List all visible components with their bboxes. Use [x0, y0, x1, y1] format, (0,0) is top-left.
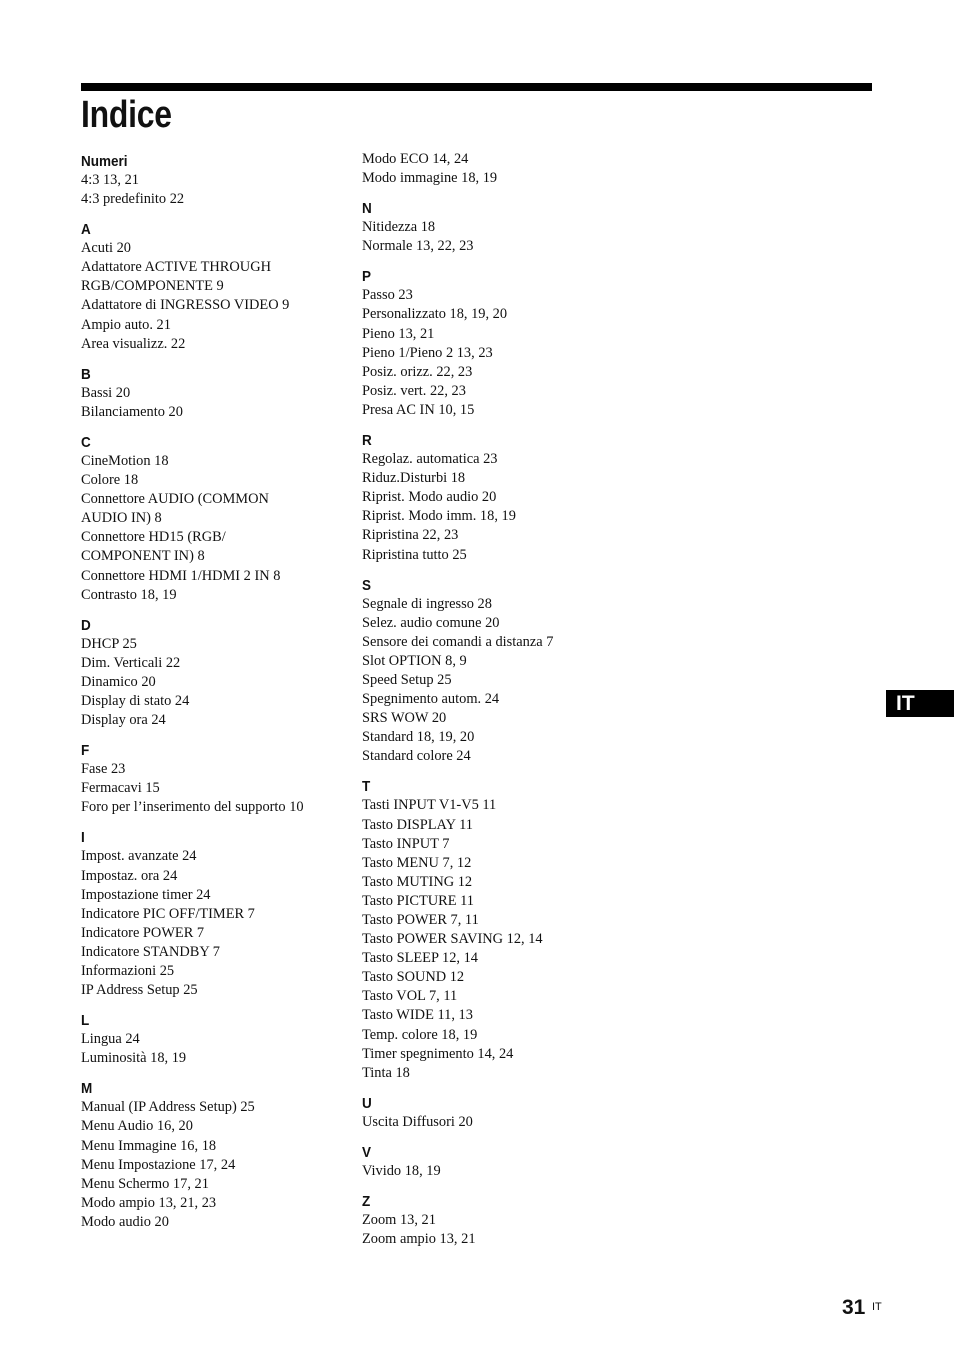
index-entry: Modo audio 20 — [81, 1213, 169, 1230]
index-section — [81, 616, 341, 730]
index-entry: Selez. audio comune 20 — [362, 614, 500, 631]
index-entry: Manual (IP Address Setup) 25 — [81, 1099, 255, 1116]
index-entry: Indicatore STANDBY 7 — [81, 943, 220, 960]
index-entry: Connettore AUDIO (COMMON AUDIO IN) 8 — [81, 491, 269, 527]
index-entry: Tasto MENU 7, 12 — [362, 854, 472, 871]
index-entry: Display ora 24 — [81, 712, 166, 729]
section-heading: D — [81, 616, 91, 634]
index-entry: Dim. Verticali 22 — [81, 654, 181, 671]
index-entry: Temp. colore 18, 19 — [362, 1026, 478, 1043]
index-entry: Tasto POWER 7, 11 — [362, 912, 479, 928]
index-entry: DHCP 25 — [81, 635, 137, 652]
index-entry: Menu Impostazione 17, 24 — [81, 1156, 236, 1173]
index-section — [362, 1094, 622, 1132]
index-entry: Uscita Diffusori 20 — [362, 1113, 473, 1130]
index-entry: Impost. avanzate 24 — [81, 848, 197, 865]
index-entry: Tasto INPUT 7 — [362, 835, 450, 852]
index-entry: Tasto PICTURE 11 — [362, 892, 474, 909]
index-section — [362, 199, 622, 256]
index-entry: Timer spegnimento 14, 24 — [362, 1045, 514, 1062]
index-entry: Modo ampio 13, 21, 23 — [81, 1194, 217, 1211]
index-section — [81, 828, 341, 1000]
index-entry: Bilanciamento 20 — [81, 403, 183, 420]
index-entry: Menu Schermo 17, 21 — [81, 1175, 209, 1192]
index-entry: Zoom 13, 21 — [362, 1212, 436, 1229]
index-entry: Pieno 1/Pieno 2 13, 23 — [362, 344, 493, 361]
index-entry: Posiz. vert. 22, 23 — [362, 382, 466, 399]
index-entry: Fase 23 — [81, 761, 126, 778]
index-entry: Ripristina tutto 25 — [362, 546, 467, 563]
section-heading: U — [362, 1094, 372, 1112]
section-heading: P — [362, 268, 372, 286]
index-entry: Riduz.Disturbi 18 — [362, 470, 466, 487]
index-entry: Connettore HDMI 1/HDMI 2 IN 8 — [81, 567, 281, 584]
index-entry: Modo immagine 18, 19 — [362, 170, 498, 187]
index-section — [81, 365, 341, 422]
index-entry: Luminosità 18, 19 — [81, 1050, 187, 1067]
index-entry: Sensore dei comandi a distanza 7 — [362, 633, 554, 650]
index-entry: Vivido 18, 19 — [362, 1162, 441, 1179]
index-entry: Standard colore 24 — [362, 748, 471, 765]
index-entry: Ampio auto. 21 — [81, 316, 171, 333]
index-entry: Connettore HD15 (RGB/ COMPONENT IN) 8 — [81, 529, 226, 565]
index-column-left — [81, 150, 341, 1232]
index-entry: Adattatore ACTIVE THROUGH RGB/COMPONENTE 9 — [81, 259, 271, 295]
index-entry: Area visualizz. 22 — [81, 335, 186, 352]
section-heading: V — [362, 1143, 372, 1161]
index-entry: Adattatore di INGRESSO VIDEO 9 — [81, 297, 290, 314]
section-heading: Z — [362, 1193, 371, 1211]
index-section — [81, 433, 341, 605]
index-entry: Menu Immagine 16, 18 — [81, 1137, 217, 1154]
index-entry: Acuti 20 — [81, 240, 131, 257]
index-section — [362, 150, 622, 188]
index-entry: Indicatore PIC OFF/TIMER 7 — [81, 905, 255, 922]
index-entry: SRS WOW 20 — [362, 710, 447, 727]
index-entry: Presa AC IN 10, 15 — [362, 401, 475, 418]
index-entry: Passo 23 — [362, 287, 413, 304]
index-entry: Modo ECO 14, 24 — [362, 151, 469, 167]
index-entry: Riprist. Modo audio 20 — [362, 489, 497, 506]
section-heading: N — [362, 200, 372, 218]
index-entry: Riprist. Modo imm. 18, 19 — [362, 508, 516, 525]
index-entry: Zoom ampio 13, 21 — [362, 1231, 476, 1248]
index-section — [81, 1079, 341, 1232]
index-section — [362, 1192, 622, 1249]
section-heading: C — [81, 433, 91, 451]
index-entry: 4:3 predefinito 22 — [81, 191, 185, 208]
index-entry: Normale 13, 22, 23 — [362, 238, 474, 255]
index-entry: 4:3 13, 21 — [81, 172, 139, 188]
index-entry: Foro per l’inserimento del supporto 10 — [81, 799, 304, 816]
index-entry: Fermacavi 15 — [81, 780, 160, 797]
index-entry: Display di stato 24 — [81, 692, 190, 709]
section-heading: L — [81, 1012, 90, 1030]
section-heading: T — [362, 778, 371, 796]
index-entry: Tasto SOUND 12 — [362, 969, 465, 986]
section-heading: F — [81, 742, 90, 760]
index-entry: Colore 18 — [81, 472, 139, 489]
page-title: Indice — [81, 94, 172, 136]
index-entry: IP Address Setup 25 — [81, 982, 198, 999]
index-section — [362, 777, 622, 1082]
index-section — [362, 576, 622, 767]
page-number-suffix: IT — [872, 1301, 882, 1313]
index-entry: Pieno 13, 21 — [362, 325, 435, 342]
index-entry: Personalizzato 18, 19, 20 — [362, 306, 508, 323]
index-entry: Tasto WIDE 11, 13 — [362, 1007, 473, 1024]
index-entry: Tasti INPUT V1-V5 11 — [362, 797, 497, 814]
index-entry: Tasto POWER SAVING 12, 14 — [362, 931, 543, 948]
index-entry: Tasto SLEEP 12, 14 — [362, 950, 478, 967]
index-section — [81, 741, 341, 817]
index-section — [362, 431, 622, 565]
index-entry: CineMotion 18 — [81, 452, 169, 469]
index-column-right — [362, 150, 622, 1249]
section-heading: S — [362, 576, 372, 594]
index-entry: Informazioni 25 — [81, 963, 175, 979]
index-entry: Slot OPTION 8, 9 — [362, 652, 467, 669]
index-entry: Impostaz. ora 24 — [81, 867, 178, 884]
section-heading: B — [81, 365, 91, 383]
index-entry: Tasto DISPLAY 11 — [362, 816, 473, 833]
index-entry: Bassi 20 — [81, 384, 131, 401]
index-entry: Indicatore POWER 7 — [81, 924, 205, 941]
index-section — [81, 152, 341, 209]
index-entry: Lingua 24 — [81, 1031, 140, 1048]
index-entry: Posiz. orizz. 22, 23 — [362, 363, 473, 380]
index-section — [81, 220, 341, 354]
index-entry: Regolaz. automatica 23 — [362, 451, 498, 468]
index-section — [81, 1011, 341, 1068]
index-entry: Menu Audio 16, 20 — [81, 1118, 193, 1135]
index-entry: Tasto VOL 7, 11 — [362, 988, 458, 1005]
section-heading: R — [362, 432, 372, 450]
index-section — [362, 267, 622, 420]
index-entry: Impostazione timer 24 — [81, 886, 211, 903]
title-rule — [81, 83, 872, 91]
page-number: 31 — [842, 1296, 866, 1319]
section-heading: A — [81, 221, 91, 239]
index-entry: Nitidezza 18 — [362, 219, 436, 236]
index-entry: Ripristina 22, 23 — [362, 527, 459, 544]
index-section — [362, 1143, 622, 1181]
section-heading: I — [81, 829, 85, 847]
index-entry: Speed Setup 25 — [362, 671, 452, 688]
index-entry: Spegnimento autom. 24 — [362, 691, 500, 708]
section-heading: Numeri — [81, 153, 128, 170]
index-entry: Dinamico 20 — [81, 673, 156, 690]
section-heading: M — [81, 1080, 93, 1098]
language-tab: IT — [886, 690, 954, 717]
index-entry: Segnale di ingresso 28 — [362, 595, 492, 612]
index-entry: Standard 18, 19, 20 — [362, 729, 475, 746]
index-entry: Contrasto 18, 19 — [81, 586, 177, 603]
index-entry: Tinta 18 — [362, 1064, 410, 1081]
index-entry: Tasto MUTING 12 — [362, 873, 473, 890]
